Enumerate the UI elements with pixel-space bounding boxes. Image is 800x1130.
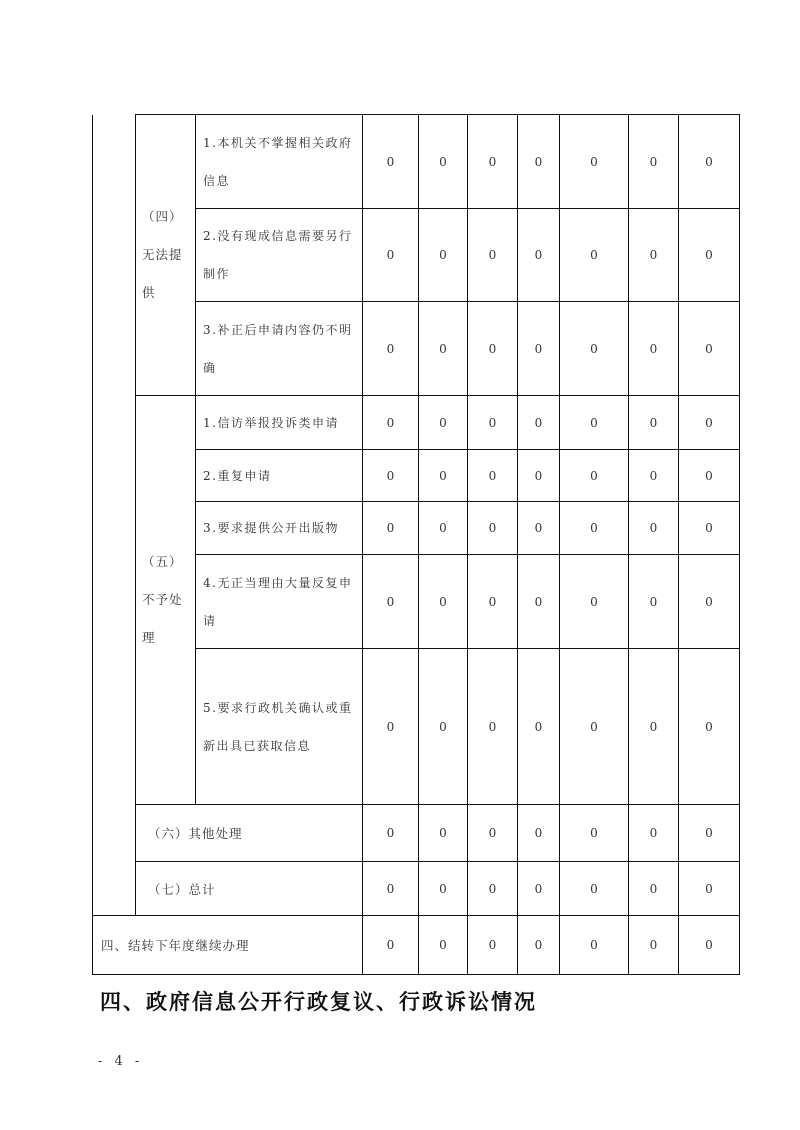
value-cell: 0 — [363, 450, 419, 502]
section-label-cell — [136, 115, 196, 396]
other-row-label: （六）其他处理 — [136, 805, 363, 862]
value-cell: 0 — [560, 649, 629, 805]
value-cell: 0 — [679, 115, 740, 209]
value-cell: 0 — [468, 649, 518, 805]
value-cell: 0 — [560, 396, 629, 450]
value-cell: 0 — [518, 450, 560, 502]
value-cell: 0 — [679, 649, 740, 805]
value-cell: 0 — [518, 209, 560, 302]
value-cell: 0 — [560, 209, 629, 302]
value-cell: 0 — [468, 209, 518, 302]
value-cell: 0 — [363, 649, 419, 805]
section-label-cell — [136, 396, 196, 805]
item-label: 1.本机关不掌握相关政府信息 — [196, 115, 363, 209]
value-cell: 0 — [468, 805, 518, 862]
section-label-line: 供 — [142, 285, 156, 300]
value-cell: 0 — [363, 916, 419, 975]
value-cell: 0 — [468, 115, 518, 209]
section-label-line: （五） — [142, 554, 183, 569]
item-label: 4.无正当理由大量反复申请 — [196, 555, 363, 649]
value-cell: 0 — [419, 805, 468, 862]
item-label: 3.要求提供公开出版物 — [196, 502, 363, 555]
value-cell: 0 — [518, 916, 560, 975]
value-cell: 0 — [679, 862, 740, 916]
carry-row-label: 四、结转下年度继续办理 — [93, 916, 363, 975]
value-cell: 0 — [629, 209, 679, 302]
value-cell: 0 — [679, 209, 740, 302]
value-cell: 0 — [629, 302, 679, 396]
value-cell: 0 — [560, 805, 629, 862]
value-cell: 0 — [679, 396, 740, 450]
value-cell: 0 — [468, 502, 518, 555]
value-cell: 0 — [468, 396, 518, 450]
value-cell: 0 — [629, 450, 679, 502]
value-cell: 0 — [419, 862, 468, 916]
outer-category-cell — [93, 115, 136, 916]
statistics-table-container — [92, 114, 740, 975]
value-cell: 0 — [419, 396, 468, 450]
value-cell: 0 — [419, 115, 468, 209]
table-row — [93, 805, 740, 862]
value-cell: 0 — [518, 805, 560, 862]
value-cell: 0 — [363, 115, 419, 209]
value-cell: 0 — [518, 502, 560, 555]
value-cell: 0 — [629, 649, 679, 805]
value-cell: 0 — [518, 115, 560, 209]
value-cell: 0 — [468, 302, 518, 396]
page-number: - 4 - — [98, 1054, 144, 1069]
value-cell: 0 — [363, 805, 419, 862]
value-cell: 0 — [629, 805, 679, 862]
value-cell: 0 — [560, 302, 629, 396]
value-cell: 0 — [518, 862, 560, 916]
value-cell: 0 — [679, 502, 740, 555]
value-cell: 0 — [363, 302, 419, 396]
value-cell: 0 — [518, 396, 560, 450]
value-cell: 0 — [363, 555, 419, 649]
value-cell: 0 — [629, 916, 679, 975]
value-cell: 0 — [679, 555, 740, 649]
value-cell: 0 — [363, 209, 419, 302]
value-cell: 0 — [468, 450, 518, 502]
value-cell: 0 — [518, 649, 560, 805]
value-cell: 0 — [419, 555, 468, 649]
value-cell: 0 — [629, 115, 679, 209]
item-label: 3.补正后申请内容仍不明确 — [196, 302, 363, 396]
value-cell: 0 — [468, 916, 518, 975]
value-cell: 0 — [419, 302, 468, 396]
value-cell: 0 — [679, 302, 740, 396]
section-label-line: 理 — [142, 630, 156, 645]
table-row — [93, 862, 740, 916]
value-cell: 0 — [629, 396, 679, 450]
value-cell: 0 — [363, 396, 419, 450]
value-cell: 0 — [679, 916, 740, 975]
value-cell: 0 — [468, 555, 518, 649]
item-label: 2.重复申请 — [196, 450, 363, 502]
total-row-label: （七）总计 — [136, 862, 363, 916]
value-cell: 0 — [629, 862, 679, 916]
value-cell: 0 — [518, 302, 560, 396]
section-heading: 四、政府信息公开行政复议、行政诉讼情况 — [100, 990, 537, 1014]
value-cell: 0 — [419, 649, 468, 805]
value-cell: 0 — [419, 450, 468, 502]
item-label: 5.要求行政机关确认或重新出具已获取信息 — [196, 649, 363, 805]
section-label-line: 不予处 — [142, 592, 183, 607]
table-row — [93, 115, 740, 209]
value-cell: 0 — [468, 862, 518, 916]
value-cell: 0 — [419, 209, 468, 302]
value-cell: 0 — [419, 916, 468, 975]
statistics-table — [92, 114, 740, 975]
section-label-line: 无法提 — [142, 247, 183, 262]
table-row — [93, 916, 740, 975]
value-cell: 0 — [560, 916, 629, 975]
item-label: 2.没有现成信息需要另行制作 — [196, 209, 363, 302]
value-cell: 0 — [560, 450, 629, 502]
value-cell: 0 — [560, 502, 629, 555]
value-cell: 0 — [363, 862, 419, 916]
value-cell: 0 — [560, 862, 629, 916]
value-cell: 0 — [363, 502, 419, 555]
table-row — [93, 396, 740, 450]
value-cell: 0 — [419, 502, 468, 555]
value-cell: 0 — [679, 450, 740, 502]
value-cell: 0 — [629, 502, 679, 555]
value-cell: 0 — [560, 115, 629, 209]
value-cell: 0 — [629, 555, 679, 649]
value-cell: 0 — [679, 805, 740, 862]
item-label: 1.信访举报投诉类申请 — [196, 396, 363, 450]
value-cell: 0 — [518, 555, 560, 649]
section-label-line: （四） — [142, 209, 183, 224]
value-cell: 0 — [560, 555, 629, 649]
